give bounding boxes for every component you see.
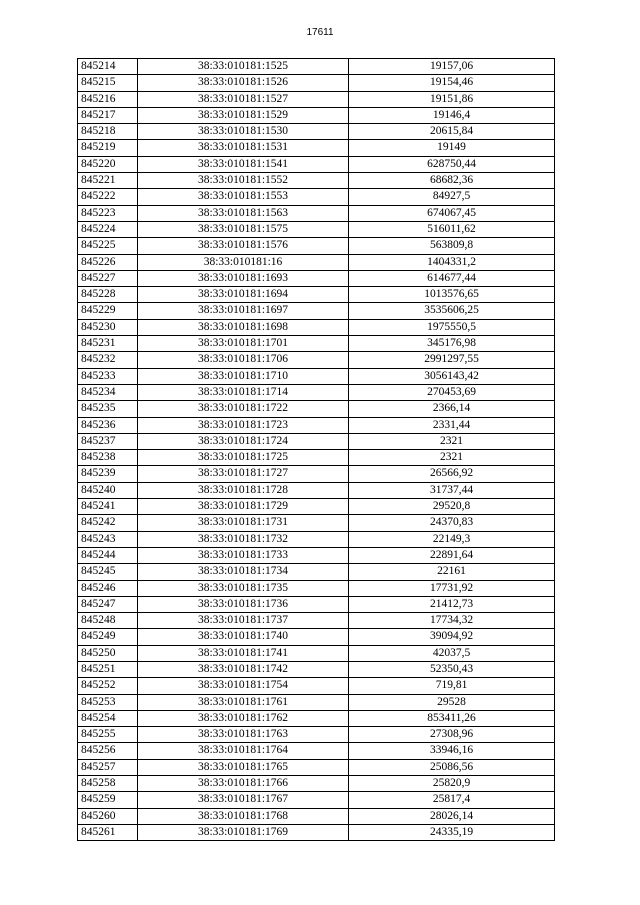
cadastral-value-cell: 719,81	[349, 678, 555, 694]
row-number-cell: 845224	[78, 221, 138, 237]
table-row	[78, 368, 555, 384]
cadastral-number-cell: 38:33:010181:1725	[138, 450, 349, 466]
table-row	[78, 482, 555, 498]
cadastral-value-cell: 26566,92	[349, 466, 555, 482]
cadastral-value-cell: 19146,4	[349, 107, 555, 123]
cadastral-value-cell: 39094,92	[349, 629, 555, 645]
cadastral-number-cell: 38:33:010181:1728	[138, 482, 349, 498]
cadastral-number-cell: 38:33:010181:1526	[138, 75, 349, 91]
cadastral-number-cell: 38:33:010181:1733	[138, 547, 349, 563]
cadastral-number-cell: 38:33:010181:1706	[138, 352, 349, 368]
cadastral-number-cell: 38:33:010181:1697	[138, 303, 349, 319]
cadastral-value-cell: 28026,14	[349, 808, 555, 824]
table-row	[78, 564, 555, 580]
table-row	[78, 450, 555, 466]
table-row	[78, 384, 555, 400]
row-number-cell: 845260	[78, 808, 138, 824]
cadastral-number-cell: 38:33:010181:1724	[138, 433, 349, 449]
cadastral-number-cell: 38:33:010181:1694	[138, 287, 349, 303]
cadastral-value-cell: 614677,44	[349, 270, 555, 286]
cadastral-value-cell: 20615,84	[349, 124, 555, 140]
table-row	[78, 629, 555, 645]
row-number-cell: 845239	[78, 466, 138, 482]
cadastral-value-cell: 68682,36	[349, 173, 555, 189]
table-row	[78, 710, 555, 726]
cadastral-number-cell: 38:33:010181:1742	[138, 661, 349, 677]
cadastral-value-cell: 345176,98	[349, 336, 555, 352]
cadastral-number-cell: 38:33:010181:16	[138, 254, 349, 270]
cadastral-number-cell: 38:33:010181:1710	[138, 368, 349, 384]
row-number-cell: 845236	[78, 417, 138, 433]
row-number-cell: 845255	[78, 727, 138, 743]
cadastral-value-cell: 19149	[349, 140, 555, 156]
cadastral-value-cell: 17734,32	[349, 613, 555, 629]
cadastral-number-cell: 38:33:010181:1764	[138, 743, 349, 759]
table-row	[78, 613, 555, 629]
table-row	[78, 661, 555, 677]
row-number-cell: 845230	[78, 319, 138, 335]
table-row	[78, 547, 555, 563]
row-number-cell: 845251	[78, 661, 138, 677]
table-row	[78, 776, 555, 792]
table-row	[78, 319, 555, 335]
cadastral-number-cell: 38:33:010181:1740	[138, 629, 349, 645]
cadastral-value-cell: 84927,5	[349, 189, 555, 205]
cadastral-value-cell: 1975550,5	[349, 319, 555, 335]
cadastral-number-cell: 38:33:010181:1768	[138, 808, 349, 824]
cadastral-value-cell: 516011,62	[349, 221, 555, 237]
table-body	[78, 59, 555, 841]
cadastral-number-cell: 38:33:010181:1735	[138, 580, 349, 596]
row-number-cell: 845256	[78, 743, 138, 759]
row-number-cell: 845234	[78, 384, 138, 400]
table-row	[78, 466, 555, 482]
row-number-cell: 845246	[78, 580, 138, 596]
table-row	[78, 759, 555, 775]
row-number-cell: 845254	[78, 710, 138, 726]
page-number: 17611	[306, 27, 334, 38]
cadastral-number-cell: 38:33:010181:1575	[138, 221, 349, 237]
row-number-cell: 845241	[78, 499, 138, 515]
cadastral-number-cell: 38:33:010181:1754	[138, 678, 349, 694]
table-row	[78, 401, 555, 417]
cadastral-number-cell: 38:33:010181:1698	[138, 319, 349, 335]
cadastral-number-cell: 38:33:010181:1531	[138, 140, 349, 156]
row-number-cell: 845238	[78, 450, 138, 466]
cadastral-value-cell: 19157,06	[349, 59, 555, 75]
cadastral-value-cell: 3056143,42	[349, 368, 555, 384]
table-row	[78, 124, 555, 140]
table-row	[78, 694, 555, 710]
cadastral-number-cell: 38:33:010181:1761	[138, 694, 349, 710]
table-row	[78, 596, 555, 612]
cadastral-value-cell: 2321	[349, 450, 555, 466]
cadastral-value-cell: 24335,19	[349, 824, 555, 840]
row-number-cell: 845249	[78, 629, 138, 645]
table-row	[78, 645, 555, 661]
table-row	[78, 417, 555, 433]
cadastral-value-cell: 674067,45	[349, 205, 555, 221]
cadastral-number-cell: 38:33:010181:1530	[138, 124, 349, 140]
cadastral-number-cell: 38:33:010181:1737	[138, 613, 349, 629]
table-row	[78, 221, 555, 237]
cadastral-value-cell: 1013576,65	[349, 287, 555, 303]
row-number-cell: 845253	[78, 694, 138, 710]
table-row	[78, 352, 555, 368]
cadastral-value-cell: 2366,14	[349, 401, 555, 417]
cadastral-value-cell: 42037,5	[349, 645, 555, 661]
row-number-cell: 845259	[78, 792, 138, 808]
cadastral-value-cell: 22149,3	[349, 531, 555, 547]
row-number-cell: 845240	[78, 482, 138, 498]
table-row	[78, 336, 555, 352]
table-row	[78, 743, 555, 759]
cadastral-number-cell: 38:33:010181:1576	[138, 238, 349, 254]
table-row	[78, 91, 555, 107]
cadastral-number-cell: 38:33:010181:1693	[138, 270, 349, 286]
cadastral-value-cell: 2331,44	[349, 417, 555, 433]
table-row	[78, 433, 555, 449]
table-row	[78, 792, 555, 808]
cadastral-number-cell: 38:33:010181:1767	[138, 792, 349, 808]
cadastral-number-cell: 38:33:010181:1527	[138, 91, 349, 107]
cadastral-value-cell: 52350,43	[349, 661, 555, 677]
table-row	[78, 140, 555, 156]
table-row	[78, 59, 555, 75]
cadastral-number-cell: 38:33:010181:1553	[138, 189, 349, 205]
table-row	[78, 287, 555, 303]
table-row	[78, 531, 555, 547]
row-number-cell: 845215	[78, 75, 138, 91]
table-row	[78, 824, 555, 840]
row-number-cell: 845235	[78, 401, 138, 417]
cadastral-value-cell: 17731,92	[349, 580, 555, 596]
row-number-cell: 845244	[78, 547, 138, 563]
table-row	[78, 270, 555, 286]
table-row	[78, 189, 555, 205]
cadastral-number-cell: 38:33:010181:1734	[138, 564, 349, 580]
cadastral-number-cell: 38:33:010181:1727	[138, 466, 349, 482]
row-number-cell: 845220	[78, 156, 138, 172]
cadastral-value-cell: 25820,9	[349, 776, 555, 792]
cadastral-number-cell: 38:33:010181:1563	[138, 205, 349, 221]
cadastral-number-cell: 38:33:010181:1729	[138, 499, 349, 515]
row-number-cell: 845243	[78, 531, 138, 547]
row-number-cell: 845248	[78, 613, 138, 629]
row-number-cell: 845221	[78, 173, 138, 189]
table-row	[78, 156, 555, 172]
cadastral-value-cell: 2321	[349, 433, 555, 449]
cadastral-number-cell: 38:33:010181:1769	[138, 824, 349, 840]
row-number-cell: 845261	[78, 824, 138, 840]
cadastral-value-cell: 24370,83	[349, 515, 555, 531]
row-number-cell: 845216	[78, 91, 138, 107]
table-row	[78, 580, 555, 596]
table-row	[78, 727, 555, 743]
cadastral-value-cell: 29528	[349, 694, 555, 710]
table-row	[78, 75, 555, 91]
cadastral-value-cell: 22891,64	[349, 547, 555, 563]
cadastral-number-cell: 38:33:010181:1529	[138, 107, 349, 123]
cadastral-number-cell: 38:33:010181:1765	[138, 759, 349, 775]
row-number-cell: 845233	[78, 368, 138, 384]
row-number-cell: 845217	[78, 107, 138, 123]
cadastral-number-cell: 38:33:010181:1701	[138, 336, 349, 352]
table-row	[78, 238, 555, 254]
row-number-cell: 845226	[78, 254, 138, 270]
row-number-cell: 845237	[78, 433, 138, 449]
cadastral-number-cell: 38:33:010181:1541	[138, 156, 349, 172]
cadastral-value-cell: 27308,96	[349, 727, 555, 743]
row-number-cell: 845223	[78, 205, 138, 221]
cadastral-value-table	[77, 58, 555, 841]
cadastral-number-cell: 38:33:010181:1525	[138, 59, 349, 75]
row-number-cell: 845231	[78, 336, 138, 352]
cadastral-number-cell: 38:33:010181:1762	[138, 710, 349, 726]
table-row	[78, 303, 555, 319]
cadastral-value-cell: 25817,4	[349, 792, 555, 808]
row-number-cell: 845218	[78, 124, 138, 140]
row-number-cell: 845214	[78, 59, 138, 75]
cadastral-value-cell: 21412,73	[349, 596, 555, 612]
cadastral-value-cell: 29520,8	[349, 499, 555, 515]
row-number-cell: 845227	[78, 270, 138, 286]
row-number-cell: 845258	[78, 776, 138, 792]
row-number-cell: 845252	[78, 678, 138, 694]
cadastral-number-cell: 38:33:010181:1763	[138, 727, 349, 743]
cadastral-value-cell: 33946,16	[349, 743, 555, 759]
row-number-cell: 845228	[78, 287, 138, 303]
cadastral-number-cell: 38:33:010181:1741	[138, 645, 349, 661]
table-row	[78, 254, 555, 270]
row-number-cell: 845219	[78, 140, 138, 156]
cadastral-value-cell: 19154,46	[349, 75, 555, 91]
cadastral-value-cell: 31737,44	[349, 482, 555, 498]
cadastral-value-cell: 853411,26	[349, 710, 555, 726]
cadastral-number-cell: 38:33:010181:1714	[138, 384, 349, 400]
row-number-cell: 845247	[78, 596, 138, 612]
cadastral-value-cell: 2991297,55	[349, 352, 555, 368]
table-row	[78, 107, 555, 123]
row-number-cell: 845257	[78, 759, 138, 775]
cadastral-value-cell: 19151,86	[349, 91, 555, 107]
cadastral-value-cell: 628750,44	[349, 156, 555, 172]
row-number-cell: 845222	[78, 189, 138, 205]
cadastral-number-cell: 38:33:010181:1723	[138, 417, 349, 433]
cadastral-number-cell: 38:33:010181:1731	[138, 515, 349, 531]
cadastral-value-cell: 1404331,2	[349, 254, 555, 270]
cadastral-value-cell: 3535606,25	[349, 303, 555, 319]
cadastral-value-cell: 22161	[349, 564, 555, 580]
row-number-cell: 845250	[78, 645, 138, 661]
cadastral-number-cell: 38:33:010181:1766	[138, 776, 349, 792]
row-number-cell: 845242	[78, 515, 138, 531]
row-number-cell: 845232	[78, 352, 138, 368]
cadastral-value-cell: 563809,8	[349, 238, 555, 254]
cadastral-value-cell: 25086,56	[349, 759, 555, 775]
table-row	[78, 515, 555, 531]
table-row	[78, 173, 555, 189]
cadastral-number-cell: 38:33:010181:1736	[138, 596, 349, 612]
row-number-cell: 845229	[78, 303, 138, 319]
table-row	[78, 808, 555, 824]
row-number-cell: 845225	[78, 238, 138, 254]
cadastral-number-cell: 38:33:010181:1732	[138, 531, 349, 547]
table-row	[78, 499, 555, 515]
cadastral-value-cell: 270453,69	[349, 384, 555, 400]
table-row	[78, 205, 555, 221]
cadastral-number-cell: 38:33:010181:1722	[138, 401, 349, 417]
cadastral-number-cell: 38:33:010181:1552	[138, 173, 349, 189]
row-number-cell: 845245	[78, 564, 138, 580]
table-row	[78, 678, 555, 694]
